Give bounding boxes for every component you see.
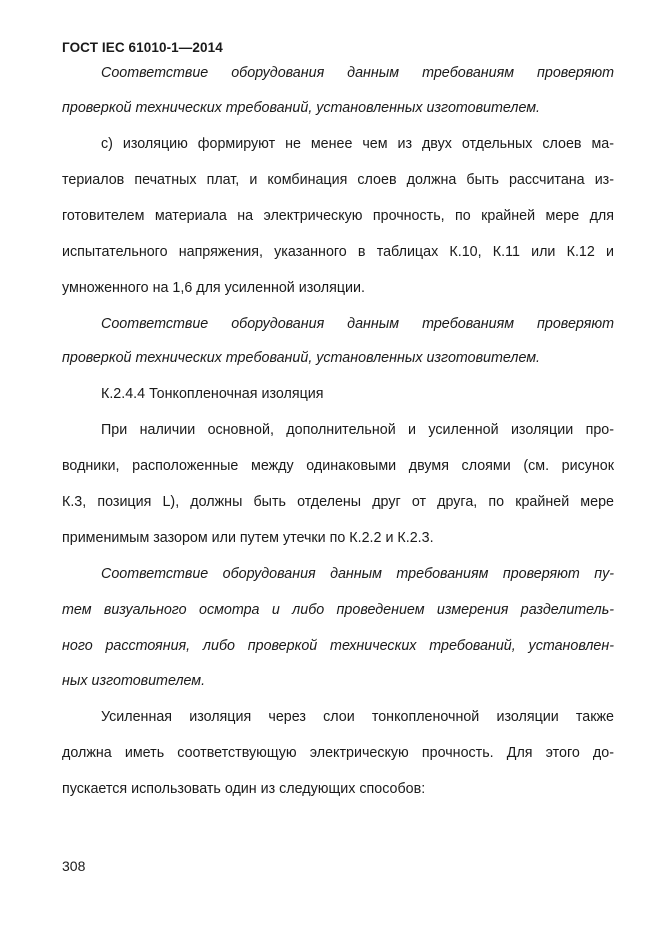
paragraph-6-line-4: ных изготовителем. [62, 673, 206, 689]
paragraph-6-line-2: тем визуального осмотра и либо проведением измерения разделитель- [62, 602, 614, 618]
paragraph-2-line-2: териалов печатных плат, и комбинация слоев должна быть рассчитана из- [62, 172, 614, 188]
paragraph-3-line-2: проверкой технических требований, установленных изготовителем. [62, 350, 541, 366]
paragraph-2-line-1: c) изоляцию формируют не менее чем из двух отдельных слоев ма- [101, 136, 614, 152]
paragraph-7-line-3: пускается использовать один из следующих способов: [62, 781, 426, 797]
paragraph-5-line-2: водники, расположенные между одинаковыми двумя слоями (см. рисунок [62, 458, 614, 474]
paragraph-6-line-1: Соответствие оборудования данным требованиям проверяют пу- [101, 566, 614, 582]
section-heading: К.2.4.4 Тонкопленочная изоляция [101, 386, 324, 402]
paragraph-6-line-3: ного расстояния, либо проверкой технических требований, установлен- [62, 638, 614, 654]
paragraph-7-line-1: Усиленная изоляция через слои тонкопленочной изоляции также [101, 709, 614, 725]
paragraph-1-line-1: Соответствие оборудования данным требованиям проверяют [101, 65, 614, 81]
paragraph-3-line-1: Соответствие оборудования данным требованиям проверяют [101, 316, 614, 332]
paragraph-5-line-1: При наличии основной, дополнительной и усиленной изоляции про- [101, 422, 614, 438]
paragraph-2-line-4: испытательного напряжения, указанного в таблицах К.10, К.11 или К.12 и [62, 244, 614, 260]
page-number: 308 [62, 858, 86, 874]
paragraph-1-line-2: проверкой технических требований, установленных изготовителем. [62, 100, 541, 116]
paragraph-5-line-3: К.3, позиция L), должны быть отделены друг от друга, по крайней мере [62, 494, 614, 510]
paragraph-2-line-3: готовителем материала на электрическую прочность, по крайней мере для [62, 208, 614, 224]
document-header: ГОСТ IEC 61010-1—2014 [62, 40, 223, 55]
paragraph-7-line-2: должна иметь соответствующую электрическую прочность. Для этого до- [62, 745, 614, 761]
paragraph-2-line-5: умноженного на 1,6 для усиленной изоляции. [62, 280, 365, 296]
paragraph-5-line-4: применимым зазором или путем утечки по К.2.2 и К.2.3. [62, 530, 434, 546]
